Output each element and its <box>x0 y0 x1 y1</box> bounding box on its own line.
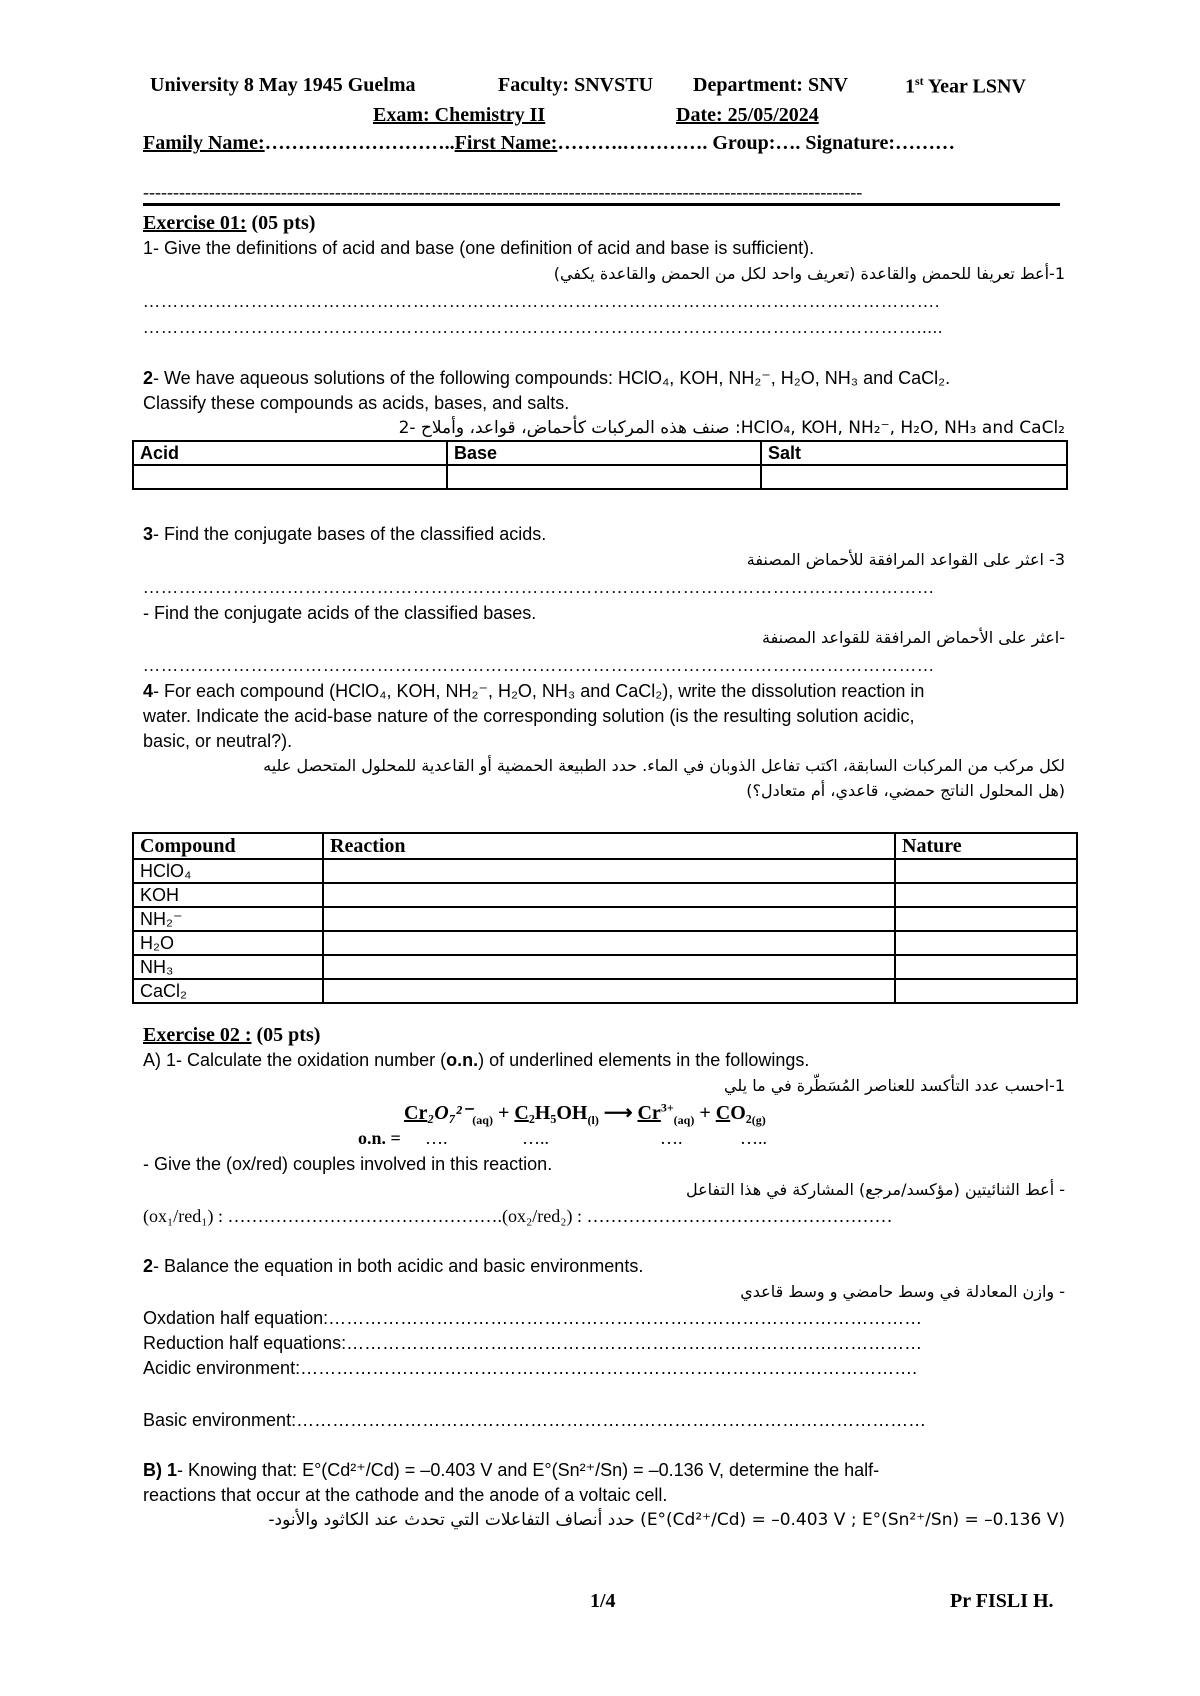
reaction-header: Reaction <box>323 833 895 859</box>
q3b-text: - Find the conjugate acids of the classified bases. <box>143 603 537 623</box>
author: Pr FISLI H. <box>950 1590 1054 1612</box>
a1-text <box>143 1050 809 1071</box>
b1-en: - Knowing that: E°(Cd²⁺/Cd) = –0.403 V and E°(Sn²⁺/Sn) = –0.136 V, determine the half- <box>177 1460 880 1480</box>
table-row <box>133 955 1077 979</box>
q1-en: - Give the definitions of acid and base (one definition of acid and base is sufficient). <box>153 238 815 258</box>
exam-date: Date: 25/05/2024 <box>676 104 819 126</box>
year-rest: Year LSNV <box>923 75 1026 98</box>
eq-co: C <box>715 1102 731 1124</box>
dissolution-header-row <box>133 833 1077 859</box>
family-name-field[interactable]: ……………………….. <box>264 132 455 154</box>
b1-text-2: reactions that occur at the cathode and the anode of a voltaic cell. <box>143 1485 668 1505</box>
ex2-title-text: Exercise 02 : <box>143 1024 252 1046</box>
q2-text <box>143 368 950 389</box>
compound-cell: NH₃ <box>133 955 323 979</box>
redox-equation <box>404 1100 766 1128</box>
reaction-cell[interactable] <box>323 907 895 931</box>
q2-en: - We have aqueous solutions of the following compounds: HClO₄, KOH, NH₂⁻, H₂O, NH₃ and CaCl₂. <box>153 368 951 388</box>
q4-arabic: لكل مركب من المركبات السابقة، اكتب تفاعل الذوبان في الماء. حدد الطبيعة الحمضية أو القاعدية للمحلول المتحصل عليه <box>263 756 1065 775</box>
compound-header: Compound <box>133 833 323 859</box>
compound-cell: HClO₄ <box>133 859 323 883</box>
basic-line[interactable]: Basic environment:…………………………………………………………………………………………… <box>143 1410 927 1430</box>
compound-cell: NH₂⁻ <box>133 907 323 931</box>
oxidation-half-line[interactable]: Oxdation half equation:……………………………………………………………………………………… <box>143 1308 923 1328</box>
a1-en: - Calculate the oxidation number ( <box>176 1050 447 1070</box>
reduction-half-line[interactable]: Reduction half equations:…………………………………………………………………………………… <box>143 1333 923 1353</box>
a-label: A) 1 <box>143 1050 177 1070</box>
acid-header: Acid <box>133 441 447 465</box>
q3b-arabic: -اعثر على الأحماض المرافقة للقواعد المصنفة <box>762 628 1065 647</box>
eq-o2: O₂ <box>730 1102 752 1124</box>
salt-header: Salt <box>761 441 1067 465</box>
q1-answer-line-2[interactable]: …………………………………………………………………………………………………………………..... <box>143 318 944 337</box>
first-name-label: First Name: <box>454 132 558 154</box>
eq-arrow: ⟶ <box>598 1102 638 1124</box>
couples-text: - Give the (ox/red) couples involved in this reaction. <box>143 1154 553 1174</box>
department: Department: SNV <box>693 74 848 96</box>
exam-title: Exam: Chemistry II <box>373 104 546 126</box>
first-name-field[interactable]: ……….…………. Group:…. Signature:……… <box>557 132 955 154</box>
acid-cell[interactable] <box>133 465 447 489</box>
separator: ------------------------------------------------------------------------------------------------------------------------ <box>143 182 863 202</box>
q3-text <box>143 524 546 545</box>
q4-text <box>143 681 924 702</box>
eq-cr-charge: 3+ <box>660 1100 674 1115</box>
page-number: 1/4 <box>590 1590 616 1612</box>
exercise-02-title <box>143 1024 320 1047</box>
eq-dichromate: ₂O₇²⁻ <box>427 1102 473 1124</box>
couples-arabic: - أعط الثنائيتين (مؤكسد/مرجع) المشاركة في هذا التفاعل <box>685 1180 1065 1199</box>
q4-text-2: water. Indicate the acid-base nature of the corresponding solution (is the resulting solution acidic, <box>143 706 915 726</box>
reaction-cell[interactable] <box>323 931 895 955</box>
base-header: Base <box>447 441 761 465</box>
nature-cell[interactable] <box>895 883 1077 907</box>
q3-num: 3 <box>143 524 154 544</box>
eq-cr2: Cr <box>637 1102 661 1124</box>
family-name-label: Family Name: <box>143 132 265 154</box>
base-cell[interactable] <box>447 465 761 489</box>
table-row <box>133 907 1077 931</box>
a2-text <box>143 1256 643 1277</box>
exercise-01-title <box>143 212 315 235</box>
table-row <box>133 883 1077 907</box>
q4-text-3: basic, or neutral?). <box>143 731 293 751</box>
table-row <box>133 979 1077 1003</box>
reaction-cell[interactable] <box>323 979 895 1003</box>
eq-cr: Cr <box>404 1102 428 1124</box>
on-blank-3[interactable]: …. <box>660 1128 683 1148</box>
a1-bold: o.n. <box>446 1050 479 1070</box>
q1-text <box>143 238 814 259</box>
separator-rule <box>143 203 1060 206</box>
nature-cell[interactable] <box>895 955 1077 979</box>
faculty: Faculty: SNVSTU <box>498 74 654 96</box>
q1-arabic: 1-أعط تعريفا للحمض والقاعدة (تعريف واحد لكل من الحمض والقاعدة يكفي) <box>553 264 1065 283</box>
nature-cell[interactable] <box>895 859 1077 883</box>
eq-aq2: (aq) <box>673 1113 695 1127</box>
q3b-answer-line[interactable]: …………………………………………………………………………………………………………………… <box>143 656 935 675</box>
q2-num: 2 <box>143 368 154 388</box>
a2-arabic: - وازن المعادلة في وسط حامضي و وسط قاعدي <box>740 1282 1065 1301</box>
a1-en-end: ) of underlined elements in the followings. <box>478 1050 810 1070</box>
year-sup: st <box>915 74 924 88</box>
q2-text-2: Classify these compounds as acids, bases, and salts. <box>143 393 570 413</box>
q3-arabic: 3- اعثر على القواعد المرافقة للأحماض المصنفة <box>746 550 1065 569</box>
ex1-points: (05 pts) <box>246 212 316 234</box>
couples-answer-line[interactable]: (ox₁/red₁) : ……………………………………….(ox₂/red₂) : …………………………………………… <box>143 1206 893 1226</box>
ex1-title-text: Exercise 01: <box>143 212 247 234</box>
reaction-cell[interactable] <box>323 883 895 907</box>
on-label: o.n. = <box>358 1128 401 1148</box>
b1-arabic: (E°(Cd²⁺/Cd) = –0.403 V ; E°(Sn²⁺/Sn) = –0.136 V) حدد أنصاف التفاعلات التي تحدث عند الكاثود والأنود- <box>268 1510 1065 1530</box>
compound-cell: H₂O <box>133 931 323 955</box>
eq-l: (l) <box>587 1113 599 1127</box>
year-level <box>905 74 1026 99</box>
ex2-points: (05 pts) <box>251 1024 321 1046</box>
on-blank-2[interactable]: ….. <box>522 1128 549 1148</box>
compound-cell: KOH <box>133 883 323 907</box>
classification-header-row <box>133 441 1067 465</box>
reaction-cell[interactable] <box>323 955 895 979</box>
a1-arabic: 1-احسب عدد التأكسد للعناصر المُسَطّرة في ما يلي <box>724 1076 1065 1095</box>
eq-aq1: (aq) <box>472 1113 493 1127</box>
q3-en: - Find the conjugate bases of the classified acids. <box>153 524 547 544</box>
q4-num: 4 <box>143 681 154 701</box>
eq-g: (g) <box>751 1113 766 1127</box>
salt-cell[interactable] <box>761 465 1067 489</box>
identity-line <box>143 132 955 155</box>
q1-num: 1 <box>143 238 154 258</box>
reaction-cell[interactable] <box>323 859 895 883</box>
nature-cell[interactable] <box>895 979 1077 1003</box>
q3-answer-line[interactable]: …………………………………………………………………………………………………………………… <box>143 578 935 597</box>
q1-answer-line-1[interactable]: ……………………………………………………………………………………………………………………. <box>143 292 941 311</box>
nature-cell[interactable] <box>895 931 1077 955</box>
acidic-line[interactable]: Acidic environment:…………………………………………………………………………………………. <box>143 1358 918 1378</box>
table-row <box>133 859 1077 883</box>
q4-en: - For each compound (HClO₄, KOH, NH₂⁻, H₂O, NH₃ and CaCl₂), write the dissolution reaction in <box>153 681 925 701</box>
q2-arabic: HClO₄, KOH, NH₂⁻, H₂O, NH₃ and CaCl₂: صنف هذه المركبات كأحماض، قواعد، وأملاح -2 <box>398 418 1065 438</box>
a2-en: - Balance the equation in both acidic and basic environments. <box>153 1256 644 1276</box>
eq-ethanol: ₂H₅OH <box>528 1102 588 1124</box>
a2-num: 2 <box>143 1256 154 1276</box>
compound-cell: CaCl₂ <box>133 979 323 1003</box>
q4-arabic-2: (هل المحلول الناتج حمضي، قاعدي، أم متعادل؟) <box>746 781 1065 800</box>
dissolution-table <box>132 832 1078 1004</box>
eq-plus1: + <box>492 1102 515 1124</box>
on-blank-1[interactable]: …. <box>425 1128 448 1148</box>
b-label: B) 1 <box>143 1460 178 1480</box>
university-name: University 8 May 1945 Guelma <box>150 74 416 96</box>
eq-plus2: + <box>694 1102 716 1124</box>
nature-cell[interactable] <box>895 907 1077 931</box>
on-blank-4[interactable]: ….. <box>740 1128 767 1148</box>
table-row <box>133 931 1077 955</box>
year-num: 1 <box>905 75 915 98</box>
nature-header: Nature <box>895 833 1077 859</box>
eq-c: C <box>514 1102 529 1124</box>
classification-answer-row <box>133 465 1067 489</box>
b1-text <box>143 1460 879 1481</box>
classification-table <box>132 440 1068 490</box>
